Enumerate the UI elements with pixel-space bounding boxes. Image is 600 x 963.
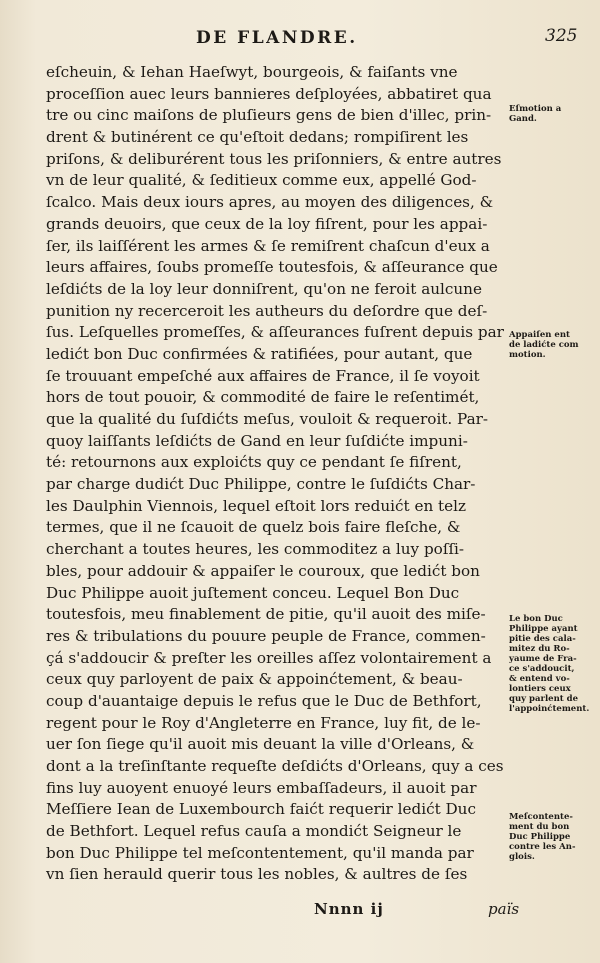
text-line: ceux quy parloyent de paix & appoinćtement, & beau- (46, 670, 463, 689)
text-line: ſer, ils laiſſérent les armes & ſe remiſrent chaſcun d'eux a (46, 236, 490, 255)
marginal-note-line: glois. (509, 852, 535, 862)
text-line: vn ſien herauld querir tous les nobles, & aultres de ſes (46, 865, 468, 884)
text-line: tre ou cinc maiſons de pluſieurs gens de bien d'illec, prin- (46, 106, 492, 125)
text-line: priſons, & deliburérent tous les priſonniers, & entre autres (46, 149, 502, 168)
text-line: uer ſon ſiege qu'il auoit mis deuant la ville d'Orleans, & (46, 735, 475, 754)
running-head: DE FLANDRE. (196, 28, 358, 48)
text-line: leurs affaires, ſoubs promeſſe toutesfois, & aſſeurance que (46, 258, 498, 277)
marginal-note (509, 104, 597, 124)
text-line: quoy laiſſants leſdićts de Gand en leur ſuſdićte impuni- (46, 431, 468, 450)
text-line: leſdićts de la loy leur donniſrent, qu'on ne feroit aulcune (46, 279, 482, 298)
text-line: toutesfois, meu finablement de pitie, qu'il auoit des miſe- (46, 605, 486, 624)
text-line: coup d'auantaige depuis le refus que le Duc de Bethfort, (46, 691, 482, 710)
body-text (46, 62, 506, 886)
marginal-note-line: mitez du Ro- (509, 644, 570, 654)
text-line: res & tribulations du pouure peuple de France, commen- (46, 626, 486, 645)
marginal-note-line: contre les An- (509, 842, 576, 852)
text-line: bon Duc Philippe tel meſcontentement, qu'il manda par (46, 843, 474, 862)
text-line: les Daulphin Viennois, lequel eſtoit lors reduićt en telz (46, 496, 467, 515)
marginal-note-line: Le bon Duc (509, 614, 563, 624)
marginal-note-line: quy parlent de (509, 694, 579, 704)
text-line: vn de leur qualité, & ſeditieux comme eux, appellé God- (46, 171, 477, 190)
marginal-note-line: lontiers ceux (509, 684, 571, 694)
text-line: proceſſion auec leurs bannieres deſployées, abbatiret qua (46, 84, 492, 103)
marginal-note-line: Philippe ayant (509, 624, 578, 634)
page-footer (0, 900, 600, 924)
marginal-note-line: Eſmotion a (509, 104, 562, 114)
text-line: Duc Philippe auoit juſtement conceu. Lequel Bon Duc (46, 583, 460, 602)
text-line: ſe trouuant empeſché aux affaires de France, il ſe voyoit (46, 366, 480, 385)
signature-mark: Nnnn ij (314, 900, 384, 918)
marginal-note-line: ment du bon (509, 822, 570, 832)
text-line: drent & butinérent ce qu'eſtoit dedans; rompiſirent les (46, 128, 469, 147)
marginal-note-line: & entend vo- (509, 674, 570, 684)
marginal-note-line: pitie des cala- (509, 634, 576, 644)
text-line: bles, pour addouir & appaiſer le couroux, que ledićt bon (46, 561, 480, 580)
text-line: que la qualité du ſuſdićts meſus, vouloit & requeroit. Par- (46, 410, 489, 428)
marginal-note-line: motion. (509, 350, 546, 360)
marginal-note-line: yaume de Fra- (509, 654, 577, 664)
text-line: ledićt bon Duc confirmées & ratifiées, pour autant, que (46, 344, 473, 363)
text-line: çá s'addoucir & preſter les oreilles aſſez volontairement a (46, 648, 492, 667)
marginal-note-line: Appaiſen ent (509, 330, 570, 340)
catchword: païs (488, 900, 520, 918)
text-line: grands deuoirs, que ceux de la loy fiſrent, pour les appai- (46, 214, 488, 233)
marginal-note-line: Gand. (509, 114, 537, 124)
page-number: 325 (545, 26, 578, 46)
text-line: ſcalco. Mais deux iours apres, au moyen des diligences, & (46, 193, 494, 212)
text-line: Meſſiere Iean de Luxembourch faićt requerir ledićt Duc (46, 800, 476, 819)
text-line: par charge dudićt Duc Philippe, contre le ſuſdićts Char- (46, 475, 476, 494)
marginal-note-line: ce s'addoucit, (509, 664, 575, 674)
marginal-note-line: de ladićte com (509, 340, 579, 350)
text-line: cherchant a toutes heures, les commoditez a luy poſſi- (46, 540, 465, 559)
text-line: dont a la treſinſtante requeſte deſdićts d'Orleans, quy a ces (46, 757, 504, 775)
marginal-note (509, 812, 597, 862)
marginal-note (509, 330, 597, 360)
marginal-note-line: l'appoinćtement. (509, 704, 590, 714)
marginal-note-line: Duc Philippe (509, 832, 571, 842)
text-line: fins luy auoyent enuoyé leurs embaſſadeurs, il auoit par (46, 778, 477, 797)
text-line: regent pour le Roy d'Angleterre en France, luy fit, de le- (46, 713, 481, 732)
text-line: té: retournons aux exploićts quy ce pendant ſe fiſrent, (46, 453, 462, 472)
text-line: de Bethfort. Lequel refus cauſa a mondićt Seigneur le (46, 822, 462, 841)
text-line: hors de tout pouoir, & commodité de faire le reſentimét, (46, 388, 480, 407)
marginal-note-line: Meſcontente- (509, 812, 573, 822)
text-line: eſcheuin, & Iehan Haeſwyt, bourgeois, & faiſants vne (46, 63, 458, 81)
marginal-note (509, 614, 597, 714)
text-line: termes, que il ne ſcauoit de quelz bois faire fleſche, & (46, 518, 461, 537)
text-line: ſus. Leſquelles promeſſes, & aſſeurances fuſrent depuis par (46, 323, 504, 342)
text-line: punition ny recerceroit les autheurs du deſordre que deſ- (46, 301, 488, 320)
